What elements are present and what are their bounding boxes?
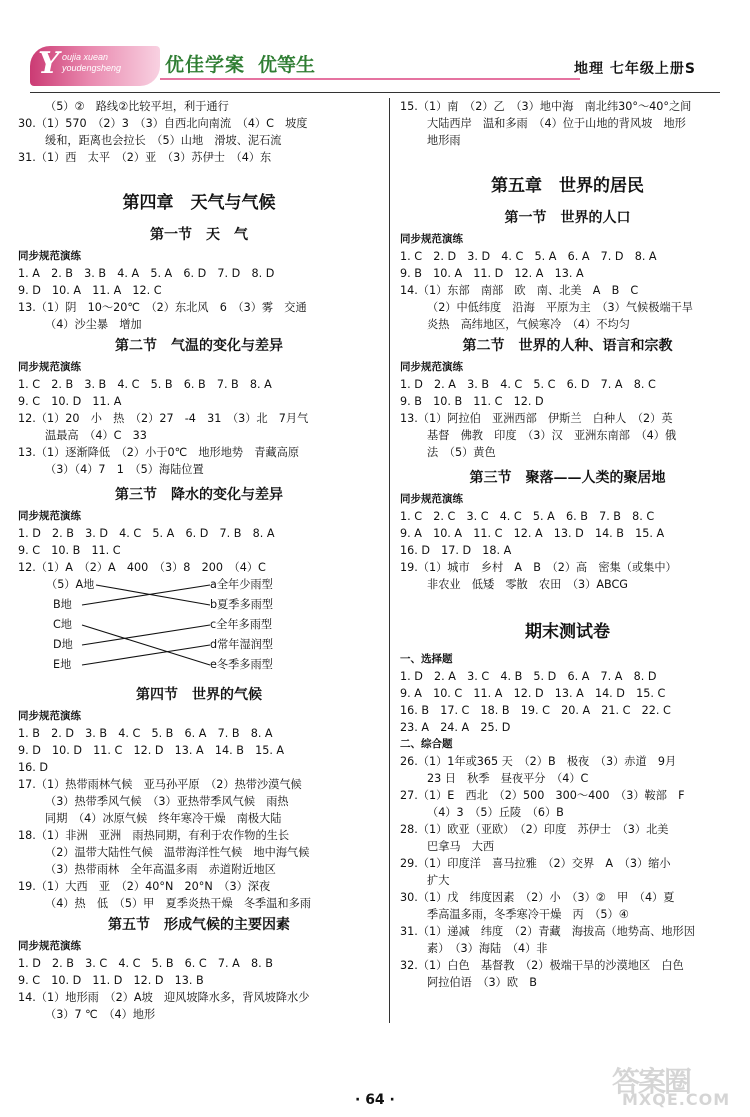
- answer-line: 素） （3）海陆 （4）非: [427, 942, 548, 955]
- answer-line: 32.（1）白色 基督教 （2）极端干旱的沙漠地区 白色: [400, 959, 684, 972]
- answer-line: 1. C 2. C 3. C 4. C 5. A 6. B 7. B 8. C: [400, 510, 655, 523]
- section-label: 同步规范演练: [18, 361, 81, 373]
- answer-line: 19.（1）大西 亚 （2）40°N 20°N （3）深夜: [18, 880, 271, 893]
- chapter-title: 第四章 天气与气候: [122, 193, 276, 213]
- section-label: 同步规范演练: [18, 940, 81, 952]
- answer-line: 16. D 17. D 18. A: [400, 544, 512, 557]
- page-header: [30, 44, 720, 92]
- section-label: 同步规范演练: [400, 361, 463, 373]
- match-right-item: b夏季多雨型: [210, 598, 274, 611]
- header-accent-line: [160, 78, 580, 80]
- section-label: 同步规范演练: [18, 510, 81, 522]
- final-exam-title: 期末测试卷: [525, 622, 610, 642]
- answer-line: （4）热 低 （5）甲 夏季炎热干燥 冬季温和多雨: [45, 897, 311, 910]
- page-number: · 64 ·: [355, 1092, 395, 1108]
- answer-line: （3）（4）7 1 （5）海陆位置: [45, 463, 204, 476]
- section-title: 第一节 天 气: [150, 227, 248, 243]
- answer-line: （4）3 （5）丘陵 （6）B: [427, 806, 564, 819]
- answer-line: 9. C 10. B 11. C: [18, 544, 121, 557]
- answer-line: 17.（1）热带雨林气候 亚马孙平原 （2）热带沙漠气候: [18, 778, 302, 791]
- answer-line: 1. D 2. A 3. B 4. C 5. C 6. D 7. A 8. C: [400, 378, 656, 391]
- answer-line: 巴拿马 大西: [427, 840, 495, 853]
- matching-diagram: [18, 576, 380, 672]
- answer-line: 28.（1）欧亚（亚欧） （2）印度 苏伊士 （3）北美: [400, 823, 669, 836]
- answer-line: 27.（1）E 西北 （2）500 300～400 （3）鞍部 F: [400, 789, 685, 802]
- answer-line: 季高温多雨，冬季寒冷干燥 丙 （5）④: [427, 908, 629, 921]
- answer-line: 1. D 2. B 3. D 4. C 5. A 6. D 7. B 8. A: [18, 527, 275, 540]
- watermark-sub: MXQE.COM: [622, 1090, 731, 1109]
- section-title: 第二节 世界的人种、语言和宗教: [462, 338, 673, 354]
- answer-line: （2）温带大陆性气候 温带海洋性气候 地中海气候: [45, 846, 310, 859]
- right-column: [400, 98, 735, 991]
- answer-line: 15.（1）南 （2）乙 （3）地中海 南北纬30°～40°之间: [400, 100, 692, 113]
- answer-line: 12.（1）A （2）A 400 （3）8 200 （4）C: [18, 561, 266, 574]
- answer-line: （3）热带雨林 全年高温多雨 赤道附近地区: [45, 863, 276, 876]
- answer-line: 1. D 2. A 3. C 4. B 5. D 6. A 7. A 8. D: [400, 670, 657, 683]
- answer-line: 19.（1）城市 乡村 A B （2）高 密集（或集中）: [400, 561, 677, 574]
- match-right-item: e冬季多雨型: [210, 658, 273, 671]
- match-left-item: （5）A地: [46, 578, 95, 591]
- answer-line: 温最高 （4）C 33: [45, 429, 147, 442]
- answer-line: 1. C 2. B 3. B 4. C 5. B 6. B 7. B 8. A: [18, 378, 272, 391]
- match-left-item: C地: [53, 618, 72, 631]
- answer-line: 14.（1）地形雨 （2）A坡 迎风坡降水多，背风坡降水少: [18, 991, 310, 1004]
- matching-lines: [78, 576, 212, 672]
- section-title: 第一节 世界的人口: [504, 210, 631, 226]
- answer-line: 法 （5）黄色: [427, 446, 496, 459]
- answer-line: 14.（1）东部 南部 欧 南、北美 A B C: [400, 284, 639, 297]
- answer-line: （2）中低纬度 沿海 平原为主 （3）气候极端干旱: [427, 301, 693, 314]
- answer-line: 31.（1）递减 纬度 （2）青藏 海拔高（地势高、地形因: [400, 925, 695, 938]
- match-left-item: B地: [53, 598, 72, 611]
- brand-name-2: 优等生: [258, 54, 316, 76]
- answer-line: 大陆西岸 温和多雨 （4）位于山地的背风坡 地形: [427, 117, 686, 130]
- match-left-item: D地: [53, 638, 73, 651]
- answer-line: （4）沙尘暴 增加: [45, 318, 142, 331]
- section-label: 同步规范演练: [18, 710, 81, 722]
- answer-line: 炎热 高纬地区，气候寒冷 （4）不均匀: [427, 318, 630, 331]
- answer-line: 16. B 17. C 18. B 19. C 20. A 21. C 22. C: [400, 704, 671, 717]
- answer-line: 23. A 24. A 25. D: [400, 721, 511, 734]
- answer-line: 9. D 10. A 11. A 12. C: [18, 284, 162, 297]
- answer-line: 29.（1）印度洋 喜马拉雅 （2）交界 A （3）缩小: [400, 857, 671, 870]
- match-line: [82, 625, 210, 665]
- section-label: 同步规范演练: [400, 493, 463, 505]
- answer-line: 9. C 10. D 11. D 12. D 13. B: [18, 974, 204, 987]
- answer-line: 16. D: [18, 761, 48, 774]
- answer-line: 9. B 10. A 11. D 12. A 13. A: [400, 267, 584, 280]
- answer-line: 非农业 低矮 零散 农田 （3）ABCG: [427, 578, 628, 591]
- answer-line: 30.（1）戊 纬度因素 （2）小 （3）② 甲 （4）夏: [400, 891, 675, 904]
- section-title: 第二节 气温的变化与差异: [115, 338, 283, 354]
- section-title: 第三节 聚落——人类的聚居地: [469, 470, 666, 486]
- match-line: [82, 625, 210, 645]
- chapter-title: 第五章 世界的居民: [491, 176, 644, 196]
- answer-line: 26.（1）1年或365 天 （2）B 极夜 （3）赤道 9月: [400, 755, 677, 768]
- section-label: 同步规范演练: [18, 250, 81, 262]
- column-divider: [389, 98, 390, 1023]
- header-rule: [30, 92, 720, 93]
- subject-title: 地理 七年级上册S: [574, 61, 696, 77]
- match-right-item: c全年多雨型: [210, 618, 273, 631]
- answer-line: 地形雨: [427, 134, 461, 147]
- answer-line: 同期 （4）冰原气候 终年寒冷干燥 南极大陆: [45, 812, 282, 825]
- match-right-item: a全年少雨型: [210, 578, 273, 591]
- answer-line: 30.（1）570 （2）3 （3）自西北向南流 （4）C 坡度: [18, 117, 308, 130]
- answer-line: 9. A 10. A 11. C 12. A 13. D 14. B 15. A: [400, 527, 665, 540]
- answer-line: 12.（1）20 小 热 （2）27 -4 31 （3）北 7月气: [18, 412, 309, 425]
- logo-letter: Y: [38, 46, 60, 81]
- answer-line: 扩大: [427, 874, 450, 887]
- section-title: 第四节 世界的气候: [136, 687, 262, 703]
- section-title: 第五节 形成气候的主要因素: [108, 917, 290, 933]
- answer-line: 23 日 秋季 昼夜平分 （4）C: [427, 772, 589, 785]
- answer-line: 9. A 10. C 11. A 12. D 13. A 14. D 15. C: [400, 687, 666, 700]
- answer-line: 缓和，距离也会拉长 （5）山地 滑坡、泥石流: [45, 134, 282, 147]
- answer-line: 9. D 10. D 11. C 12. D 13. A 14. B 15. A: [18, 744, 285, 757]
- answer-line: 13.（1）阴 10～20℃ （2）东北风 6 （3）雾 交通: [18, 301, 307, 314]
- answer-line: 1. B 2. D 3. B 4. C 5. B 6. A 7. B 8. A: [18, 727, 273, 740]
- answer-line: 基督 佛教 印度 （3）汉 亚洲东南部 （4）俄: [427, 429, 677, 442]
- section-label: 同步规范演练: [400, 233, 463, 245]
- part-label: 一、选择题: [400, 653, 453, 665]
- answer-line: 阿拉伯语 （3）欧 B: [427, 976, 537, 989]
- answer-line: 9. C 10. D 11. A: [18, 395, 122, 408]
- answer-line: （3）热带季风气候 （3）亚热带季风气候 雨热: [45, 795, 289, 808]
- logo-text-line-2: youdengsheng: [62, 63, 122, 73]
- answer-line: 13.（1）逐渐降低 （2）小于0℃ 地形地势 青藏高原: [18, 446, 300, 459]
- watermark-main: 答案圈: [612, 1065, 691, 1098]
- left-column: [18, 98, 380, 1023]
- match-line: [82, 645, 210, 665]
- answer-line: （3）7 ℃ （4）地形: [45, 1008, 156, 1021]
- answer-line: （5）② 路线②比较平坦，利于通行: [45, 100, 229, 113]
- part-label: 二、综合题: [400, 738, 453, 750]
- logo-text-line-1: oujia xuean: [62, 52, 109, 62]
- answer-line: 1. D 2. B 3. C 4. C 5. B 6. C 7. A 8. B: [18, 957, 273, 970]
- answer-line: 31.（1）西 太平 （2）亚 （3）苏伊士 （4）东: [18, 151, 272, 164]
- brand-name-1: 优佳学案: [165, 54, 246, 76]
- answer-line: 18.（1）非洲 亚洲 雨热同期，有利于农作物的生长: [18, 829, 290, 842]
- answer-line: 13.（1）阿拉伯 亚洲西部 伊斯兰 白种人 （2）英: [400, 412, 673, 425]
- logo-text: [62, 52, 121, 74]
- watermark: [612, 1060, 730, 1108]
- match-left-item: E地: [53, 658, 72, 671]
- match-right-item: d常年湿润型: [210, 638, 274, 651]
- answer-line: 9. B 10. B 11. C 12. D: [400, 395, 544, 408]
- answer-line: 1. C 2. D 3. D 4. C 5. A 6. A 7. D 8. A: [400, 250, 657, 263]
- answer-line: 1. A 2. B 3. B 4. A 5. A 6. D 7. D 8. D: [18, 267, 275, 280]
- section-title: 第三节 降水的变化与差异: [115, 487, 283, 503]
